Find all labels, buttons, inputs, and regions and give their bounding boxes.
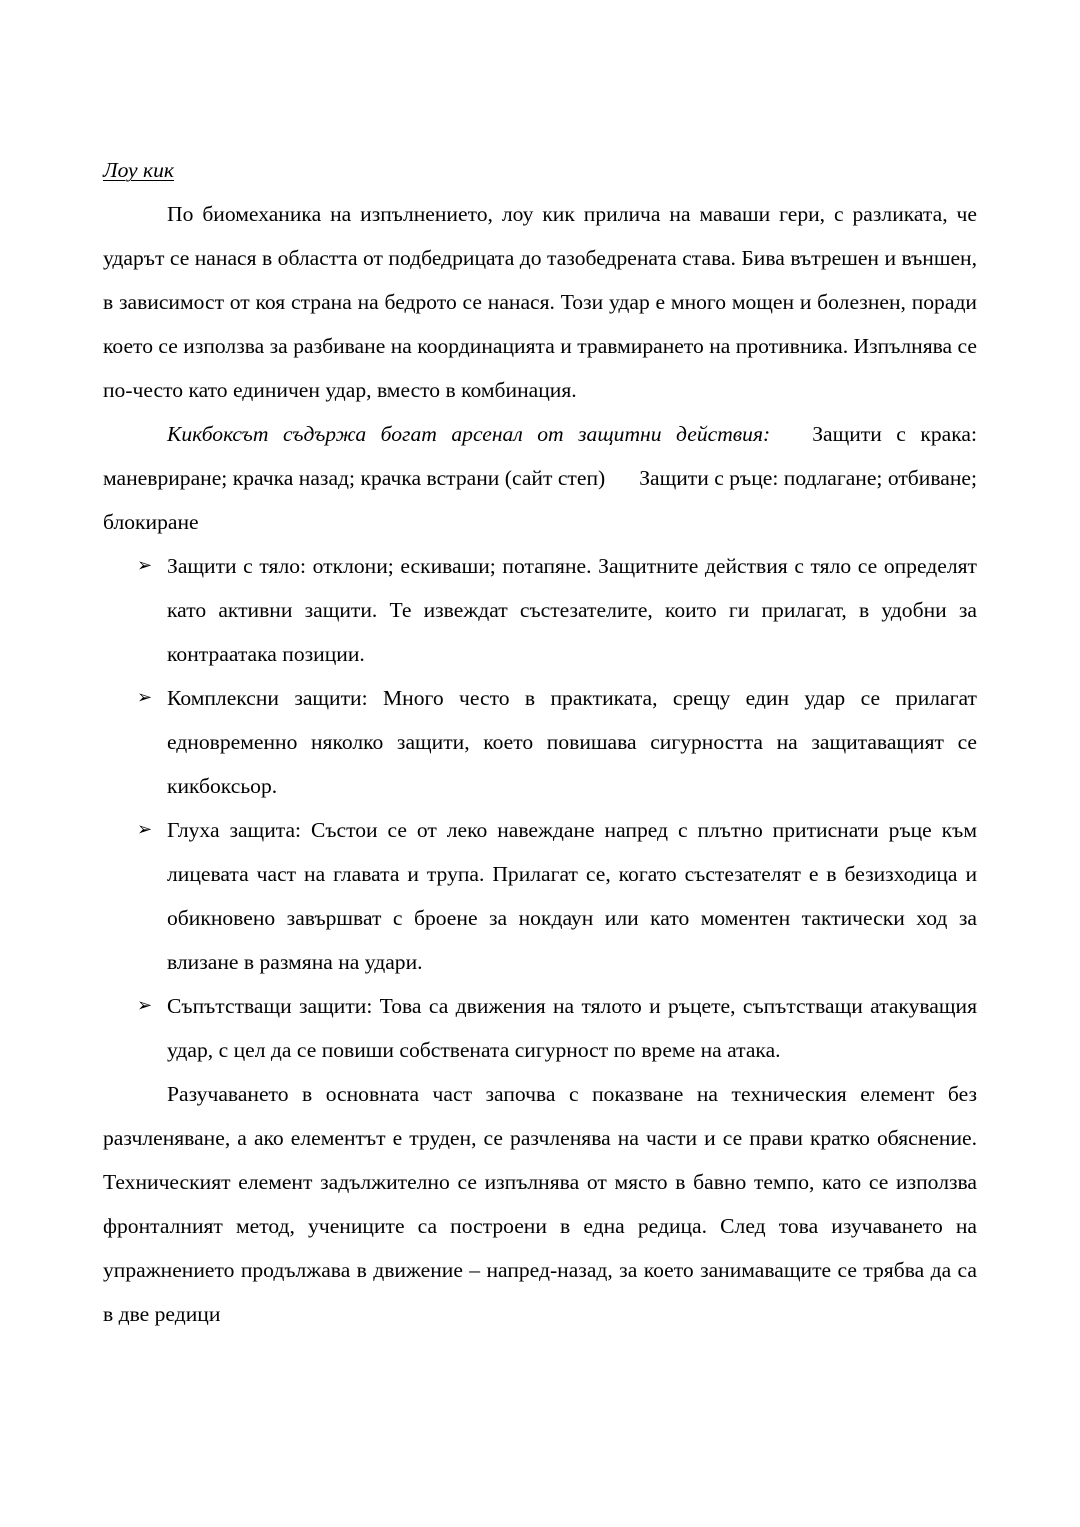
defenses-hands: Защити с ръце: подлагане; отбиване; блокиране: [103, 466, 977, 534]
list-item-text: Глуха защита: Състои се от леко навеждане напред с плътно притиснати ръце към лицевата част на главата и трупа. Прилагат се, когато състезателят е в безизходица и обикновено завършват с броене за нокдаун или като моментен тактически ход за влизане в размяна на удари.: [167, 818, 977, 974]
list-item: [103, 676, 977, 808]
list-item: [103, 984, 977, 1072]
list-item-text: Комплексни защити: Много често в практиката, срещу един удар се прилагат едновременно няколко защити, което повишава сигурността на защитаващият се кикбоксьор.: [167, 686, 977, 798]
paragraph-learning: Разучаването в основната част започва с показване на техническия елемент без разчленяване, а ако елементът е труден, се разчленява на части и се прави кратко обяснение. Техническият елемент задължително се изпълнява от място в бавно темпо, като се използва фронталният метод, учениците са построени в една редица. След това изучаването на упражнението продължава в движение – напред-назад, за което занимаващите се трябва да са в две редици: [103, 1082, 977, 1326]
list-item-text: Защити с тяло: отклони; ескиваши; потапяне. Защитните действия с тяло се определят като активни защити. Те извеждат състезателите, които ги прилагат, в удобни за контраатака позиции.: [167, 554, 977, 666]
section-heading: Лоу кик: [103, 158, 174, 182]
paragraph-low-kick: По биомеханика на изпълнението, лоу кик прилича на маваши гери, с разликата, че ударът се нанася в областта от подбедрицата до тазобедрената става. Бива вътрешен и външен, в зависимост от коя страна на бедрото се нанася. Този удар е много мощен и болезнен, поради което се използва за разбиване на координацията и травмирането на противника. Изпълнява се по-често като единичен удар, вместо в комбинация.: [103, 202, 977, 402]
list-item: [103, 808, 977, 984]
list-item: [103, 544, 977, 676]
list-item-text: Съпътстващи защити: Това са движения на тялото и ръцете, съпътстващи атакуващия удар, с цел да се повиши собствената сигурност по време на атака.: [167, 994, 977, 1062]
arrow-bullet-icon: ➢: [137, 555, 153, 576]
document-page: [103, 148, 977, 1336]
arrow-bullet-icon: ➢: [137, 995, 153, 1016]
arrow-bullet-icon: ➢: [137, 819, 153, 840]
paragraph-defenses: [103, 412, 977, 544]
defense-bullet-list: [103, 544, 977, 1072]
defenses-legs: Защити с крака: маневриране; крачка назад; крачка встрани (сайт степ): [103, 422, 977, 490]
arrow-bullet-icon: ➢: [137, 687, 153, 708]
defenses-intro: Кикбоксът съдържа богат арсенал от защитни действия:: [167, 422, 771, 446]
